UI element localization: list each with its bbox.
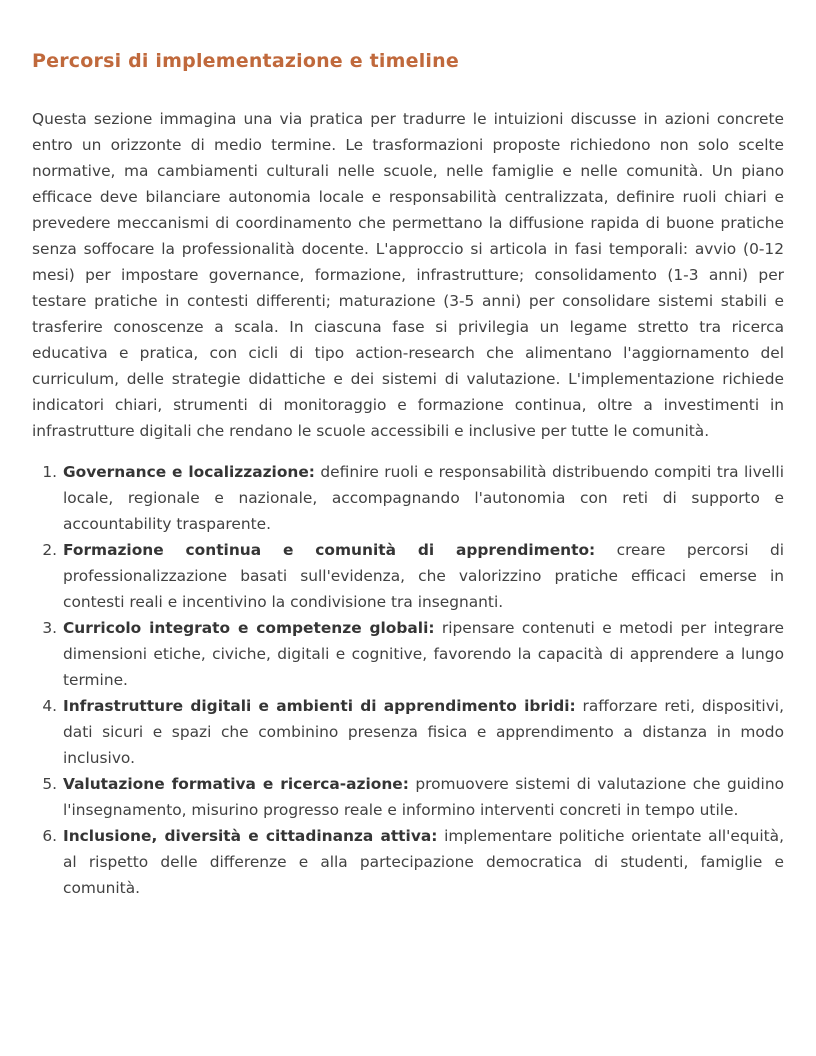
list-item-number: 3. — [42, 619, 57, 637]
list-item-number: 6. — [42, 827, 57, 845]
list-item-text: definire ruoli e responsabilità distribuendo compiti tra livelli locale, regionale e nazionale, accompagnando l'autonomia con reti di supporto e accountability trasparente. — [63, 463, 784, 533]
list-item-lead: Valutazione formativa e ricerca-azione: — [63, 775, 409, 793]
list-item-text: ripensare contenuti e metodi per integrare dimensioni etiche, civiche, digitali e cognitive, favorendo la capacità di apprendere a lungo termine. — [63, 619, 784, 689]
list-item — [42, 537, 784, 615]
list-item-text: creare percorsi di professionalizzazione basati sull'evidenza, che valorizzino pratiche efficaci emerse in contesti reali e incentivino la condivisione tra insegnanti. — [63, 541, 784, 611]
list-item-number: 2. — [42, 541, 57, 559]
list-item — [42, 459, 784, 537]
list-item-text: implementare politiche orientate all'equità, al rispetto delle differenze e alla partecipazione democratica di studenti, famiglie e comunità. — [63, 827, 784, 897]
list-item-lead: Governance e localizzazione: — [63, 463, 315, 481]
intro-paragraph: Questa sezione immagina una via pratica per tradurre le intuizioni discusse in azioni concrete entro un orizzonte di medio termine. Le trasformazioni proposte richiedono non solo scelte normative, ma cambiamenti culturali nelle scuole, nelle famiglie e nelle comunità. Un piano efficace deve bilanciare autonomia locale e responsabilità centralizzata, definire ruoli chiari e prevedere meccanismi di coordinamento che permettano la diffusione rapida di buone pratiche senza soffocare la professionalità docente. L'approccio si articola in fasi temporali: avvio (0-12 mesi) per impostare governance, formazione, infrastrutture; consolidamento (1-3 anni) per testare pratiche in contesti differenti; maturazione (3-5 anni) per consolidare sistemi stabili e trasferire conoscenze a scala. In ciascuna fase si privilegia un legame stretto tra ricerca educativa e pratica, con cicli di tipo action-research che alimentano l'aggiornamento del curriculum, delle strategie didattiche e dei sistemi di valutazione. L'implementazione richiede indicatori chiari, strumenti di monitoraggio e formazione continua, oltre a investimenti in infrastrutture digitali che rendano le scuole accessibili e inclusive per tutte le comunità. — [32, 110, 784, 440]
implementation-list — [32, 459, 784, 901]
list-item-number: 5. — [42, 775, 57, 793]
section-title: Percorsi di implementazione e timeline — [32, 50, 459, 72]
list-item-lead: Curricolo integrato e competenze globali: — [63, 619, 435, 637]
list-item-lead: Inclusione, diversità e cittadinanza attiva: — [63, 827, 438, 845]
list-item-lead: Formazione continua e comunità di apprendimento: — [63, 541, 596, 559]
list-item-number: 4. — [42, 697, 57, 715]
list-item — [42, 615, 784, 693]
list-item-number: 1. — [42, 463, 57, 481]
list-item-text: rafforzare reti, dispositivi, dati sicuri e spazi che combinino presenza fisica e apprendimento a distanza in modo inclusivo. — [63, 697, 784, 767]
list-item-text: promuovere sistemi di valutazione che guidino l'insegnamento, misurino progresso reale e informino interventi concreti in tempo utile. — [63, 775, 784, 819]
list-item — [42, 771, 784, 823]
list-item — [42, 823, 784, 901]
list-item-lead: Infrastrutture digitali e ambienti di apprendimento ibridi: — [63, 697, 576, 715]
list-item — [42, 693, 784, 771]
